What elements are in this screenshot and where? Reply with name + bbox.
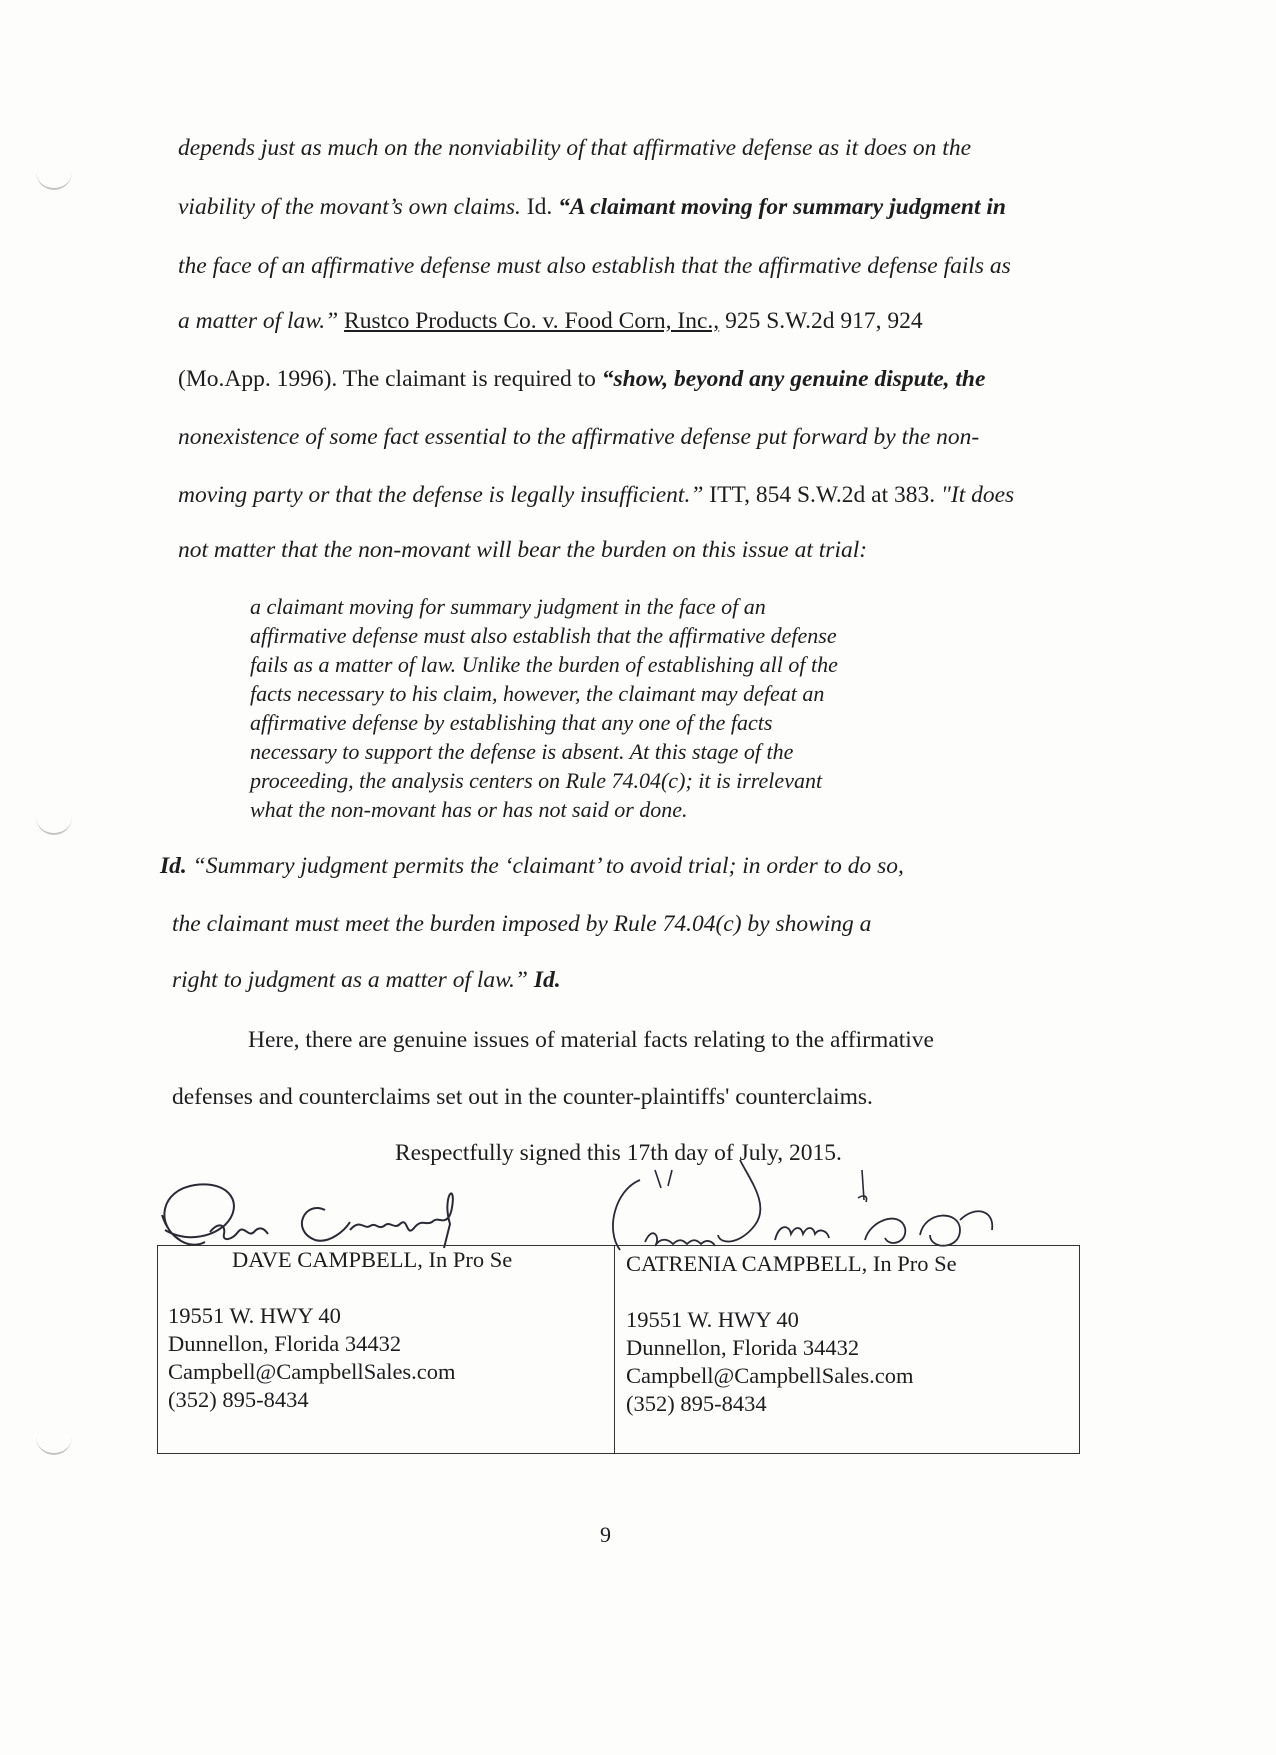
block-quote-line: fails as a matter of law. Unlike the burden of establishing all of the <box>250 652 838 677</box>
block-quote-line: affirmative defense must also establish that the affirmative defense <box>250 623 837 648</box>
body-line <box>178 422 979 452</box>
signer-contact <box>626 1306 957 1418</box>
body-text: Respectfully signed this 17th day of July, 2015. <box>395 1140 842 1166</box>
signer-address-line: Dunnellon, Florida 34432 <box>626 1335 860 1360</box>
body-line <box>178 480 1014 510</box>
body-line <box>172 1082 873 1112</box>
quoted-text: “A claimant moving for summary judgment in <box>558 194 1006 220</box>
body-line <box>178 535 867 565</box>
block-quote-line: a claimant moving for summary judgment in the face of an <box>250 594 766 619</box>
signer-address-line: Dunnellon, Florida 34432 <box>168 1331 402 1356</box>
body-text: nonexistence of some fact essential to the affirmative defense put forward by the non- <box>178 424 980 450</box>
hole-punch-mark <box>36 815 72 835</box>
body-line <box>160 851 904 881</box>
signer-email: Campbell@CampbellSales.com <box>168 1359 456 1384</box>
signer-address-line: 19551 W. HWY 40 <box>626 1307 799 1332</box>
signer-name: DAVE CAMPBELL, In Pro Se <box>232 1247 513 1272</box>
body-line <box>172 965 561 995</box>
case-citation: Rustco Products Co. v. Food Corn, Inc., <box>344 308 720 334</box>
signer-name: CATRENIA CAMPBELL, In Pro Se <box>626 1251 957 1276</box>
body-text: (Mo.App. 1996). The claimant is required to <box>178 366 602 392</box>
block-quote <box>250 592 950 824</box>
body-text: Id. <box>160 853 187 879</box>
body-line <box>178 306 923 336</box>
block-quote-line: proceeding, the analysis centers on Rule 74.04(c); it is irrelevant <box>250 768 823 793</box>
quoted-text: “Summary judgment permits the ‘claimant’ to avoid trial; in order to do so, <box>186 853 904 879</box>
body-text: the face of an affirmative defense must also establish that the affirmative defense fails as <box>178 253 1011 279</box>
body-text: Id. <box>526 194 559 220</box>
body-text: 925 S.W.2d 917, 924 <box>719 308 923 334</box>
body-text: defenses and counterclaims set out in the counter-plaintiffs' counterclaims. <box>172 1084 873 1110</box>
column-divider <box>614 1246 615 1453</box>
signer-left <box>168 1246 512 1414</box>
body-text: not matter that the non-movant will bear the burden on this issue at trial: <box>178 537 868 563</box>
quoted-text: “show, beyond any genuine dispute, the <box>601 366 986 392</box>
body-text: ITT, 854 S.W.2d at 383. <box>709 482 942 508</box>
body-line <box>172 909 871 939</box>
block-quote-line: facts necessary to his claim, however, the claimant may defeat an <box>250 681 825 706</box>
block-quote-line: necessary to support the defense is absent. At this stage of the <box>250 739 794 764</box>
signer-phone: (352) 895-8434 <box>168 1387 309 1412</box>
body-text: a matter of law.” <box>178 308 345 334</box>
body-text: moving party or that the defense is legally insufficient.” <box>178 482 710 508</box>
hole-punch-mark <box>36 170 72 190</box>
signer-phone: (352) 895-8434 <box>626 1391 767 1416</box>
body-line <box>178 364 985 394</box>
signer-email: Campbell@CampbellSales.com <box>626 1363 914 1388</box>
body-text: Here, there are genuine issues of material facts relating to the affirmative <box>248 1027 934 1053</box>
hole-punch-mark <box>36 1435 72 1455</box>
body-text: Id. <box>533 967 561 993</box>
quoted-text: right to judgment as a matter of law.” <box>172 967 534 993</box>
block-quote-line: affirmative defense by establishing that any one of the facts <box>250 710 773 735</box>
body-text: depends just as much on the nonviability of that affirmative defense as it does on the <box>178 135 972 161</box>
quoted-text: the claimant must meet the burden imposed by Rule 74.04(c) by showing a <box>172 911 872 937</box>
body-text: viability of the movant’s own claims. <box>178 194 527 220</box>
signer-address-line: 19551 W. HWY 40 <box>168 1303 341 1328</box>
body-line <box>248 1025 934 1055</box>
page-number: 9 <box>600 1522 611 1547</box>
signer-table <box>157 1245 1080 1454</box>
body-line <box>178 251 1011 281</box>
signer-contact <box>168 1302 512 1414</box>
body-line <box>178 133 971 163</box>
signer-right <box>626 1246 957 1418</box>
block-quote-line: what the non-movant has or has not said or done. <box>250 797 688 822</box>
body-text: "It does <box>941 482 1015 508</box>
body-line <box>178 192 1006 222</box>
